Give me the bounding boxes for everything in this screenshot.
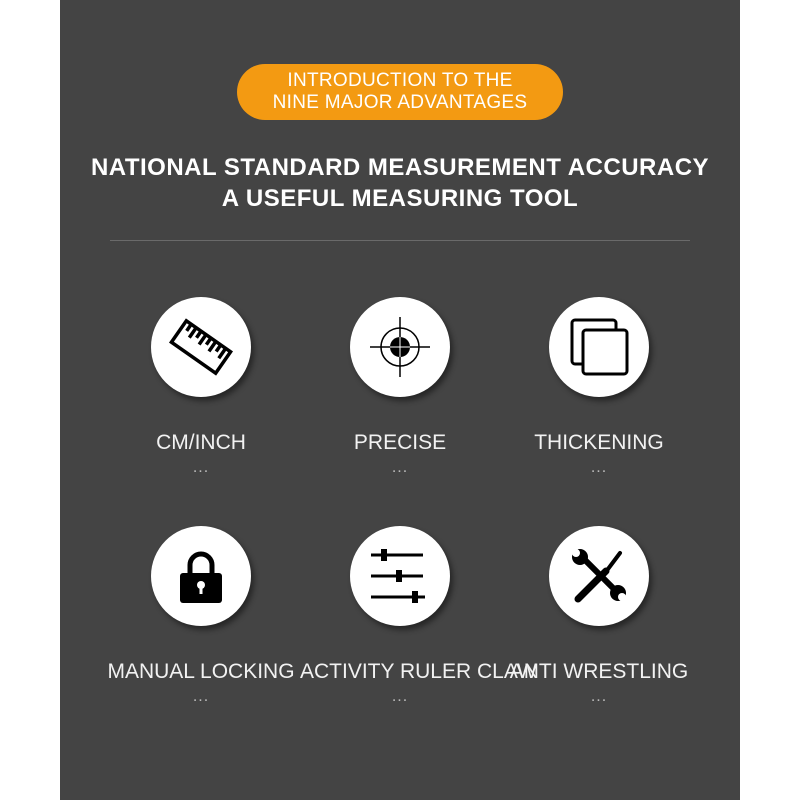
feature-precise [300, 297, 500, 477]
feature-label: MANUAL LOCKING [107, 660, 295, 683]
feature-manual-locking [101, 526, 301, 706]
divider [110, 240, 690, 241]
feature-label: ANTI WRESTLING [509, 660, 689, 683]
badge-line-1: INTRODUCTION TO THE [287, 70, 513, 91]
sliders-icon [350, 526, 450, 626]
headline-line-1: NATIONAL STANDARD MEASUREMENT ACCURACY [90, 154, 710, 181]
feature-label: THICKENING [534, 431, 664, 454]
feature-dots: ... [391, 688, 409, 705]
feature-anti-wrestling [499, 526, 699, 706]
headline-line-2: A USEFUL MEASURING TOOL [221, 185, 579, 212]
feature-thickening [499, 297, 699, 477]
feature-dots: ... [590, 459, 608, 476]
feature-activity-ruler-claw [300, 526, 537, 706]
feature-dots: ... [192, 459, 210, 476]
feature-cm-inch [101, 297, 301, 477]
ruler-icon [151, 297, 251, 397]
feature-dots: ... [590, 688, 608, 705]
feature-label: CM/INCH [156, 431, 246, 454]
crosshair-icon [350, 297, 450, 397]
feature-dots: ... [391, 459, 409, 476]
feature-dots: ... [192, 688, 210, 705]
feature-label: PRECISE [353, 431, 447, 454]
lock-icon [151, 526, 251, 626]
layers-icon [549, 297, 649, 397]
badge-line-2: NINE MAJOR ADVANTAGES [272, 92, 528, 113]
intro-badge [237, 64, 563, 120]
feature-label: ACTIVITY RULER CLAW [300, 660, 537, 683]
tools-icon [549, 526, 649, 626]
